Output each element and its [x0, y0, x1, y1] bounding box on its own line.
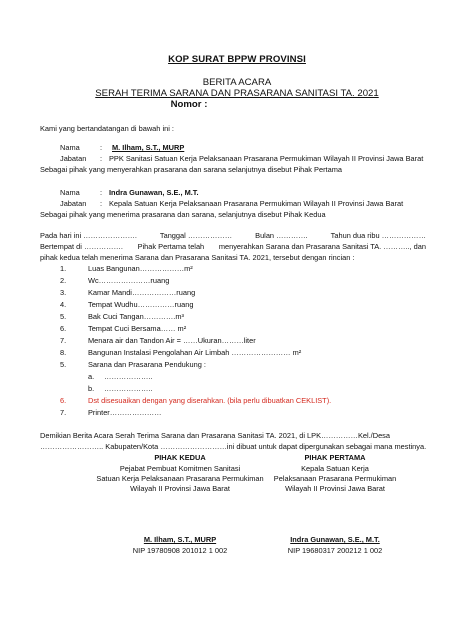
party2-nama-row — [0, 188, 474, 198]
party2-jabatan-value: Kepala Satuan Kerja Pelaksanaan Prasarana Permukiman Wilayah II Provinsi Jawa Barat — [109, 199, 404, 208]
list-item — [0, 312, 474, 322]
list-item — [0, 360, 474, 370]
sign-left-role-1: Pejabat Pembuat Komitmen Sanitasi — [119, 464, 241, 473]
sign-left-name: M. Ilham, S.T., MURP — [143, 535, 217, 544]
closing-line-2: …………………….. Kabupaten/Kota ………………………ini dibuat untuk dapat dipergunakan sebagai mana mestinya. — [40, 442, 427, 451]
sign-right-role-3: Wilayah II Provinsi Jawa Barat — [285, 484, 385, 493]
item-text: Bangunan Instalasi Pengolahan Air Limbah …………………… m² — [88, 348, 302, 357]
item-number: 3. — [60, 288, 67, 297]
sign-left-role-2: Satuan Kerja Pelaksanaan Prasarana Permukiman — [96, 474, 264, 483]
title-serah-terima: SERAH TERIMA SARANA DAN PRASARANA SANITASI TA. 2021 — [95, 88, 379, 99]
title-berita-acara: BERITA ACARA — [202, 77, 272, 88]
item-number: 2. — [60, 276, 67, 285]
body-line-1-part: Tanggal ……………… — [159, 231, 233, 240]
party1-jabatan-value: PPK Sanitasi Satuan Kerja Pelaksanaan Prasarana Permukiman Wilayah II Provinsi Jawa Barat — [109, 154, 424, 163]
item-text: Dst disesuaikan dengan yang diserahkan. (bila perlu dibuatkan CEKLIST). — [88, 396, 332, 405]
item-number: 5. — [60, 312, 67, 321]
party2-note: Sebagai pihak yang menerima prasarana dan sarana, selanjutnya disebut Pihak Kedua — [40, 210, 326, 219]
list-item — [0, 336, 474, 346]
item-number: 1. — [60, 264, 67, 273]
item-text: Printer………………… — [88, 408, 162, 417]
body-line-1 — [40, 231, 426, 241]
list-item — [0, 276, 474, 286]
red-note-item — [0, 396, 474, 406]
item-text: Wc…………………ruang — [88, 276, 170, 285]
party2-jabatan-colon: : — [100, 199, 103, 208]
item-text: Tempat Wudhu……………ruang — [88, 300, 194, 309]
sub-item-letter: b. — [88, 384, 95, 393]
party1-nama-colon: : — [100, 143, 103, 152]
sub-item-text: ……………….. — [104, 384, 153, 393]
item-text: Menara air dan Tandon Air = ……Ukuran………liter — [88, 336, 256, 345]
item-number: 6. — [60, 324, 67, 333]
party1-note: Sebagai pihak yang menyerahkan prasarana dan sarana selanjutnya disebut Pihak Pertama — [40, 165, 342, 174]
sign-right-heading: PIHAK PERTAMA — [304, 453, 366, 462]
item-text: Luas Bangunan………………m² — [88, 264, 193, 273]
party2-nama-colon: : — [100, 188, 103, 197]
list-item — [0, 264, 474, 274]
sign-left-role-3: Wilayah II Provinsi Jawa Barat — [130, 484, 230, 493]
body-line-2-part: menyerahkan Sarana dan Prasarana Sanitasi TA. ……….., dan — [218, 242, 426, 251]
sub-list-item — [0, 372, 474, 382]
item-text: Bak Cuci Tangan………….m³ — [88, 312, 184, 321]
party1-nama-row — [0, 143, 474, 153]
intro-text: Kami yang bertandatangan di bawah ini : — [40, 124, 174, 133]
body-line-2-part: Pihak Pertama telah — [137, 242, 205, 251]
item-number: 5. — [60, 360, 67, 369]
item-number: 4. — [60, 300, 67, 309]
party2-jabatan-row — [0, 199, 474, 209]
list-item — [0, 324, 474, 334]
item-text: Tempat Cuci Bersama…… m² — [88, 324, 187, 333]
party2-nama-value: Indra Gunawan, S.E., M.T. — [109, 188, 199, 197]
sign-right-role-2: Pelaksanaan Prasarana Permukiman — [273, 474, 397, 483]
item-text: Sarana dan Prasarana Pendukung : — [88, 360, 206, 369]
party1-nama-label: Nama — [60, 143, 80, 152]
sign-right-name: Indra Gunawan, S.E., M.T. — [290, 535, 380, 544]
party2-nama-label: Nama — [60, 188, 80, 197]
sub-item-text: ……………….. — [104, 372, 153, 381]
party1-jabatan-label: Jabatan — [60, 154, 87, 163]
item-text: Kamar Mandi………………ruang — [88, 288, 196, 297]
body-line-2-part: Bertempat di ……………. — [40, 242, 123, 251]
party1-jabatan-colon: : — [100, 154, 103, 163]
body-line-2 — [40, 242, 426, 252]
sign-right-role-1: Kepala Satuan Kerja — [301, 464, 369, 473]
list-item — [0, 288, 474, 298]
body-line-1-part: Bulan …………. — [255, 231, 308, 240]
item-number: 7. — [60, 408, 67, 417]
party1-jabatan-row — [0, 154, 474, 164]
sign-left-nip: NIP 19780908 201012 1 002 — [132, 546, 228, 555]
list-item — [0, 408, 474, 418]
body-line-1-part: Tahun dua ribu ……………… — [330, 231, 426, 240]
item-number: 7. — [60, 336, 67, 345]
body-line-3: pihak kedua telah menerima Sarana dan Prasarana Sanitasi TA. 2021, tersebut dengan rincian : — [40, 253, 355, 262]
body-line-1-part: Pada hari ini …………………. — [40, 231, 137, 240]
item-number: 6. — [60, 396, 67, 405]
party1-nama-value: M. Ilham, S.T., MURP — [112, 143, 185, 152]
list-item — [0, 348, 474, 358]
sub-item-letter: a. — [88, 372, 95, 381]
closing-line-1: Demikian Berita Acara Serah Terima Sarana dan Prasarana Sanitasi TA. 2021, di LPK……………Kel./Desa — [40, 431, 390, 440]
party2-jabatan-label: Jabatan — [60, 199, 87, 208]
list-item — [0, 300, 474, 310]
sign-right-nip: NIP 19680317 200212 1 002 — [287, 546, 383, 555]
kop-surat: KOP SURAT BPPW PROVINSI — [168, 54, 306, 65]
item-number: 8. — [60, 348, 67, 357]
nomor-label: Nomor : — [170, 99, 208, 110]
sub-list-item — [0, 384, 474, 394]
sign-left-heading: PIHAK KEDUA — [154, 453, 206, 462]
